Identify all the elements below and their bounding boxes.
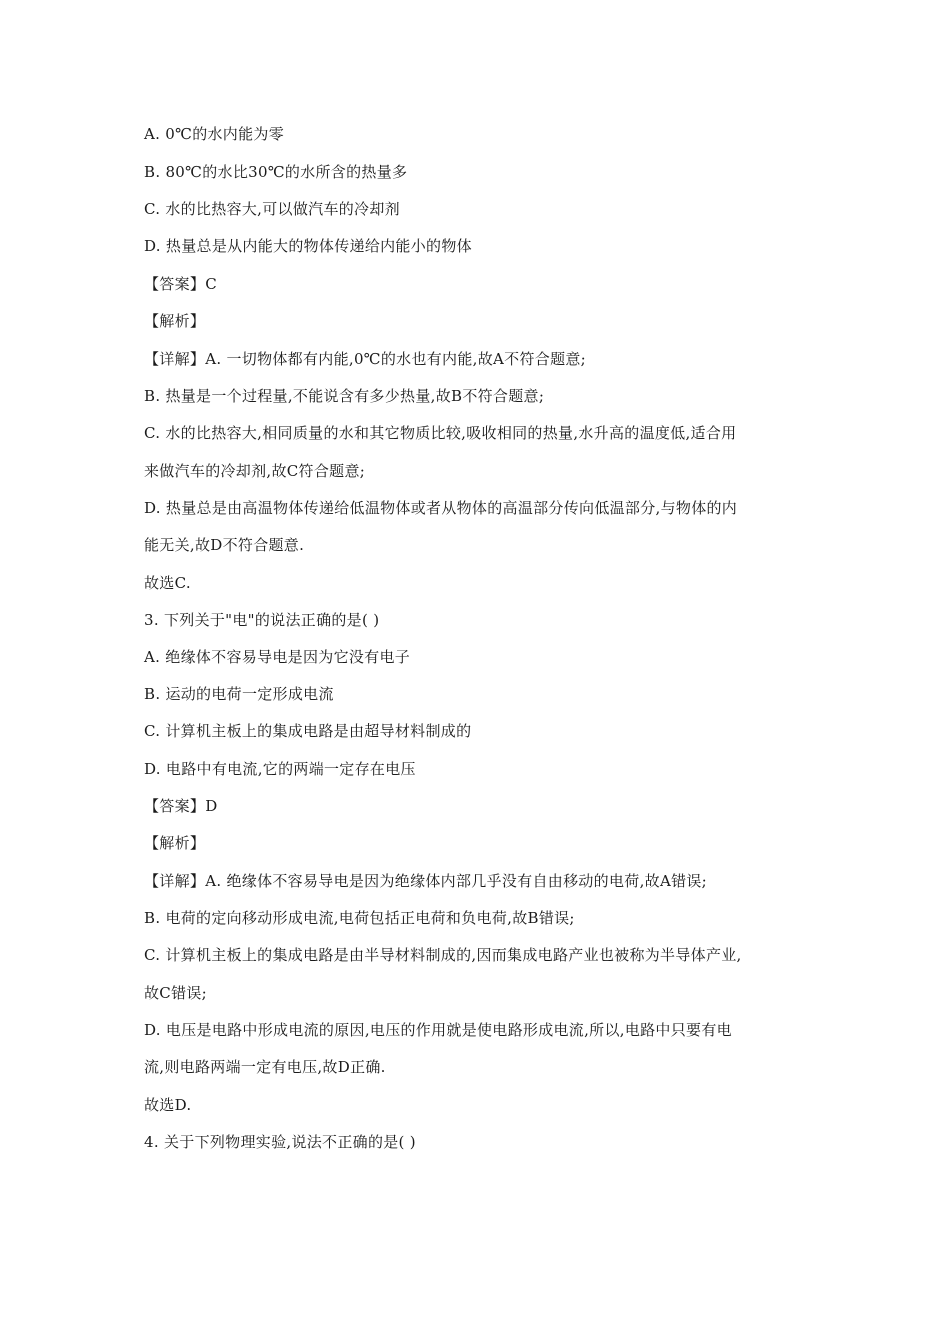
q2-option-c: C. 水的比热容大,可以做汽车的冷却剂 xyxy=(144,200,400,218)
q2-option-d: D. 热量总是从内能大的物体传递给内能小的物体 xyxy=(144,237,472,255)
q2-detail-line-4: 来做汽车的冷却剂,故C符合题意; xyxy=(144,462,366,480)
q3-option-c: C. 计算机主板上的集成电路是由超导材料制成的 xyxy=(144,722,472,740)
q3-detail-line-5: D. 电压是电路中形成电流的原因,电压的作用就是使电路形成电流,所以,电路中只要有电 xyxy=(144,1021,732,1039)
q2-detail-line-5: D. 热量总是由高温物体传递给低温物体或者从物体的高温部分传向低温部分,与物体的内 xyxy=(144,499,738,517)
q3-option-d: D. 电路中有电流,它的两端一定存在电压 xyxy=(144,760,416,778)
q2-option-a: A. 0℃的水内能为零 xyxy=(144,125,284,143)
q3-conclusion: 故选D. xyxy=(144,1096,192,1114)
q2-detail-line-3: C. 水的比热容大,相同质量的水和其它物质比较,吸收相同的热量,水升高的温度低,适合用 xyxy=(144,424,737,442)
q2-option-b: B. 80℃的水比30℃的水所含的热量多 xyxy=(144,163,408,181)
q3-analysis-heading: 【解析】 xyxy=(144,834,206,852)
q2-detail-line-1: 【详解】A. 一切物体都有内能,0℃的水也有内能,故A不符合题意; xyxy=(144,350,587,368)
q3-detail-line-1: 【详解】A. 绝缘体不容易导电是因为绝缘体内部几乎没有自由移动的电荷,故A错误; xyxy=(144,872,708,890)
q2-analysis-heading: 【解析】 xyxy=(144,312,206,330)
q2-detail-line-2: B. 热量是一个过程量,不能说含有多少热量,故B不符合题意; xyxy=(144,387,545,405)
q2-conclusion: 故选C. xyxy=(144,574,191,592)
q3-option-b: B. 运动的电荷一定形成电流 xyxy=(144,685,334,703)
q3-detail-line-2: B. 电荷的定向移动形成电流,电荷包括正电荷和负电荷,故B错误; xyxy=(144,909,575,927)
q3-detail-line-3: C. 计算机主板上的集成电路是由半导材料制成的,因而集成电路产业也被称为半导体产业, xyxy=(144,946,742,964)
q3-stem: 3. 下列关于"电"的说法正确的是( ) xyxy=(144,611,380,629)
q4-stem: 4. 关于下列物理实验,说法不正确的是( ) xyxy=(144,1133,416,1151)
q3-detail-line-6: 流,则电路两端一定有电压,故D正确. xyxy=(144,1058,386,1076)
q3-answer: 【答案】D xyxy=(144,797,218,815)
q2-answer: 【答案】C xyxy=(144,275,217,293)
q2-detail-line-6: 能无关,故D不符合题意. xyxy=(144,536,305,554)
q3-detail-line-4: 故C错误; xyxy=(144,984,208,1002)
q3-option-a: A. 绝缘体不容易导电是因为它没有电子 xyxy=(144,648,411,666)
